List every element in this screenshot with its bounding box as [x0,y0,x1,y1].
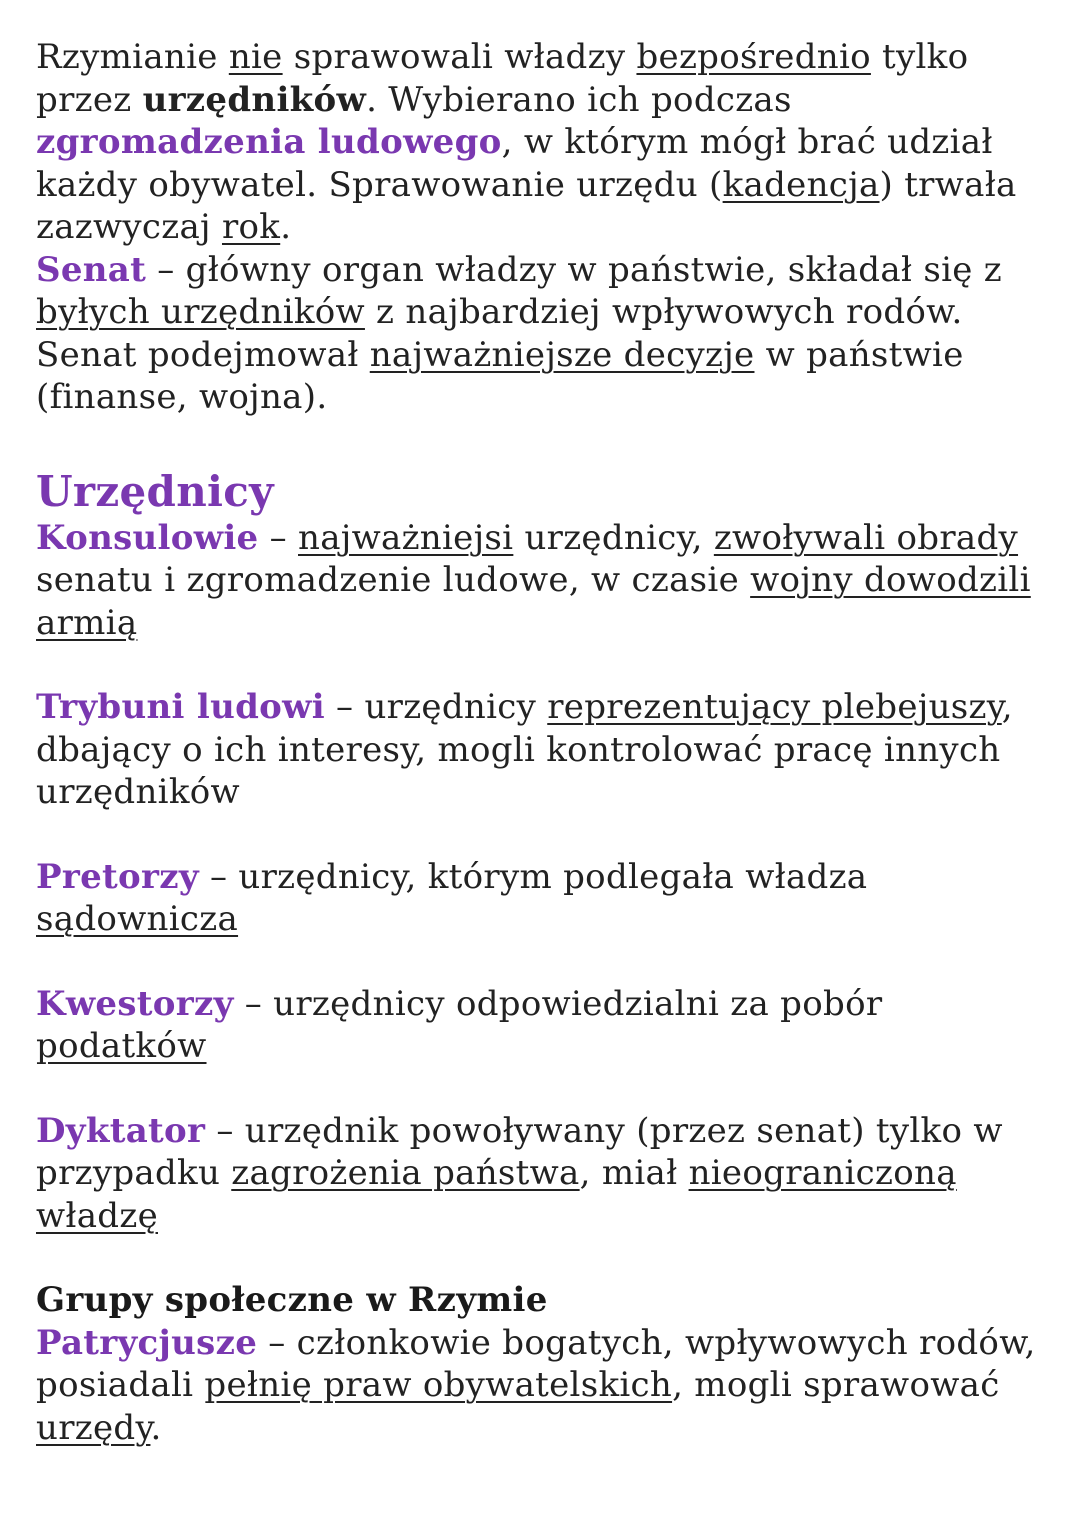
text: sprawowali władzy [282,37,637,77]
text: – urzędnik powoływany (przez senat) tylko w przypadku [36,1110,1003,1193]
underlined-term: zagrożenia państwa [231,1153,580,1193]
notes-page [36,36,1046,1449]
term-pretorzy: Pretorzy [36,856,199,897]
term-trybuni-ludowi: Trybuni ludowi [36,687,325,727]
text: senatu i zgromadzenie ludowe, w czasie [36,560,751,600]
underlined-term: wojny dowodzili armią [36,560,1031,643]
term-konsulowie: Konsulowie [36,517,259,558]
underlined-term: najważniejsi [298,517,514,558]
underlined-term: bezpośrednio [636,37,871,77]
text: , w którym mógł brać udział każdy obywatel. Sprawowanie urzędu ( [36,122,993,205]
highlighted-term: zgromadzenia ludowego [36,122,502,162]
text: , dbający o ich interesy, mogli kontrolować pracę innych urzędników [36,687,1013,812]
text: – członkowie bogatych, wpływowych rodów, posiadali [36,1322,1036,1405]
underlined-term: urzędy [36,1407,151,1448]
text: . [280,207,292,247]
text: z najbardziej wpływowych rodów. Senat podejmował [36,292,963,375]
underlined-term: najważniejsze decyzje [369,334,755,375]
bold-term: urzędników [142,79,367,120]
text: tylko przez [36,37,969,120]
text: urzędnicy, [513,517,714,558]
term-patrycjusze: Patrycjusze [36,1322,258,1363]
text: w państwie (finanse, wojna). [36,334,964,417]
underlined-term: rok [221,207,281,247]
dyktator-paragraph [36,1110,1046,1238]
underlined-term: zwoływali obrady [713,517,1019,558]
underlined-term: reprezentujący plebejuszy [547,687,1002,727]
text: . Wybierano ich podczas [366,79,792,120]
patrycjusze-paragraph [36,1322,1046,1450]
heading-urzednicy: Urzędnicy [36,466,274,516]
text: – urzędnicy, którym podlegała władza [198,856,868,897]
text: , miał [579,1153,689,1193]
text: – główny organ władzy w państwie, składał się z [146,249,1003,290]
underlined-term: sądownicza [36,899,239,939]
text: . [150,1407,162,1448]
underlined-term: podatków [36,1026,207,1066]
text: ) trwała zazwyczaj [36,164,1017,247]
underlined-term: byłych urzędników [36,292,365,332]
underlined-term: pełnię praw obywatelskich [204,1365,673,1405]
kwestorzy-paragraph [36,983,1046,1068]
term-senat: Senat [36,249,147,290]
underlined-term: kadencja [722,164,880,205]
intro-paragraph [36,36,1046,249]
pretorzy-paragraph [36,856,1046,941]
text: Rzymianie [36,37,229,77]
senat-paragraph [36,249,1046,419]
text: – urzędnicy odpowiedzialni za pobór [233,983,883,1024]
heading-grupy-spoleczne: Grupy społeczne w Rzymie [36,1280,548,1320]
term-kwestorzy: Kwestorzy [36,983,234,1024]
term-dyktator: Dyktator [36,1110,206,1151]
trybuni-paragraph [36,686,1046,814]
underlined-term: nieograniczoną władzę [36,1153,957,1236]
text: – [258,517,298,558]
underlined-term: nie [228,37,283,77]
text: – urzędnicy [324,687,548,727]
konsulowie-paragraph [36,517,1046,645]
text: , mogli sprawować [672,1365,1000,1405]
